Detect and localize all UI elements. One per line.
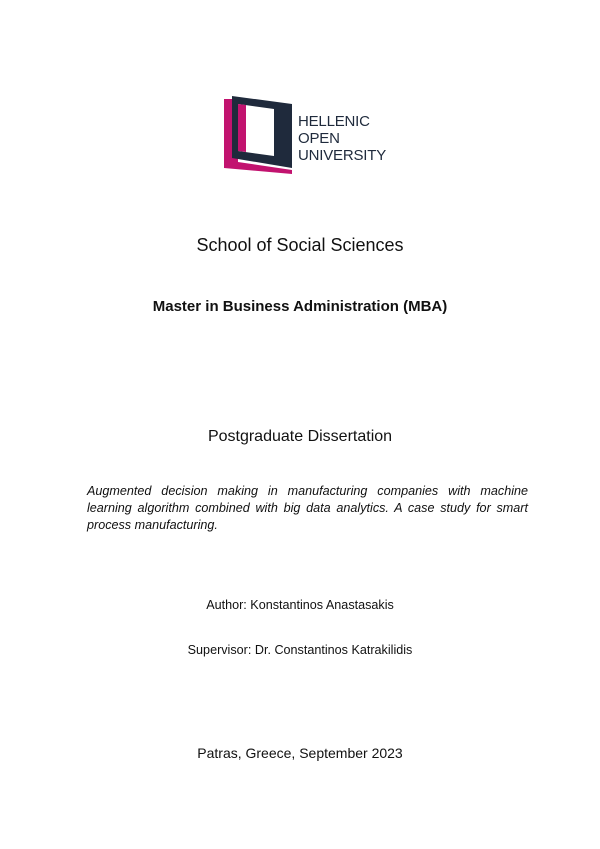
logo-wordmark [298, 113, 386, 164]
logo-line-1: HELLENIC [298, 113, 370, 130]
supervisor-line: Supervisor: Dr. Constantinos Katrakilidis [187, 643, 413, 657]
document-type: Postgraduate Dissertation [207, 428, 393, 445]
logo-emblem-icon [224, 96, 296, 176]
school-name: School of Social Sciences [196, 235, 404, 255]
dissertation-title: Augmented decision making in manufacturing companies with machine learning algorithm combined with big data analytics. A case study for smart process manufacturing. [87, 484, 528, 532]
logo-line-2: OPEN [298, 130, 340, 147]
author-line: Author: Konstantinos Anastasakis [206, 598, 394, 612]
place-date: Patras, Greece, September 2023 [197, 745, 403, 761]
program-name: Master in Business Administration (MBA) [152, 298, 448, 315]
university-logo [224, 96, 394, 176]
logo-line-3: UNIVERSITY [298, 147, 387, 164]
